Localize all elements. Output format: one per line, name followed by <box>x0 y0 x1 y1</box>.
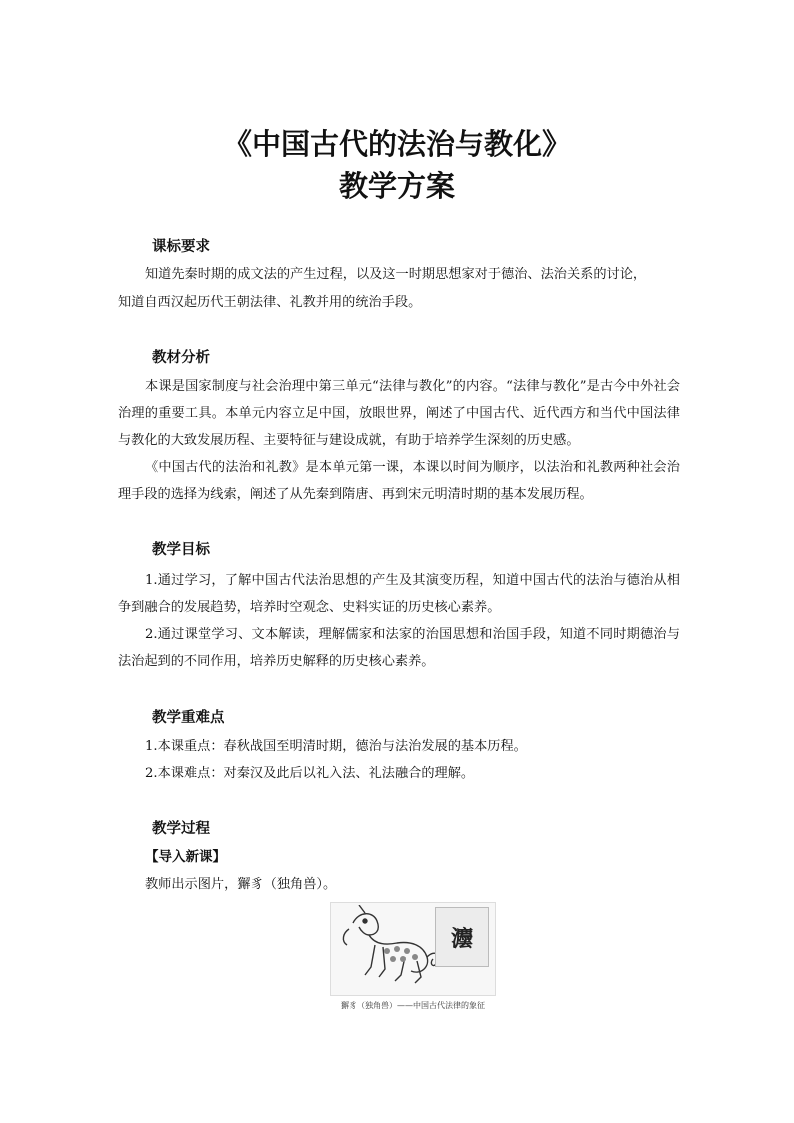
document-title: 《中国古代的法治与教化》 <box>222 127 571 161</box>
heading-analysis: 教材分析 <box>152 350 210 366</box>
xiezhi-figure <box>330 902 496 996</box>
heading-keypoints: 教学重难点 <box>152 710 225 726</box>
document-subtitle: 教学方案 <box>338 169 455 203</box>
standard-line-1: 知道先秦时期的成文法的产生过程，以及这一时期思想家对于德治、法治关系的讨论， <box>145 267 647 282</box>
analysis-paragraph-1: 本课是国家制度与社会治理中第三单元“法律与教化”的内容。“法律与教化”是古今中外社会治理的重要工具。本单元内容立足中国，放眼世界，阐述了中国古代、近代西方和当代中国法律与教化的大致发展历程、主要特征与建设成就，有助于培养学生深刻的历史感。 <box>118 379 680 448</box>
xiezhi-beast-illustration <box>335 905 445 995</box>
heading-process: 教学过程 <box>152 821 210 837</box>
process-subheading: 【导入新课】 <box>145 849 226 865</box>
goal-item-1: 1.通过学习，了解中国古代法治思想的产生及其演变历程，知道中国古代的法治与德治从相争到融合的发展趋势，培养时空观念、史料实证的历史核心素养。 <box>118 573 680 615</box>
goal-item-2: 2.通过课堂学习、文本解读，理解儒家和法家的治国思想和治国手段，知道不同时期德治与法治起到的不同作用，培养历史解释的历史核心素养。 <box>118 627 680 669</box>
figure-caption: 獬豸（独角兽）——中国古代法律的象征 <box>341 1001 485 1010</box>
process-text: 教师出示图片，獬豸（独角兽）。 <box>145 877 337 892</box>
keypoint-item-2: 2.本课难点：对秦汉及此后以礼入法、礼法融合的理解。 <box>145 766 475 781</box>
keypoint-item-1: 1.本课重点：春秋战国至明清时期，德治与法治发展的基本历程。 <box>145 739 527 754</box>
fa-character-seal: 灋 <box>435 907 489 967</box>
standard-line-2: 知道自西汉起历代王朝法律、礼教并用的统治手段。 <box>118 295 422 310</box>
heading-standard: 课标要求 <box>152 239 210 255</box>
analysis-paragraph-2: 《中国古代的法治和礼教》是本单元第一课，本课以时间为顺序，以法治和礼教两种社会治理手段的选择为线索，阐述了从先秦到隋唐、再到宋元明清时期的基本发展历程。 <box>118 460 680 502</box>
heading-goals: 教学目标 <box>152 542 210 558</box>
